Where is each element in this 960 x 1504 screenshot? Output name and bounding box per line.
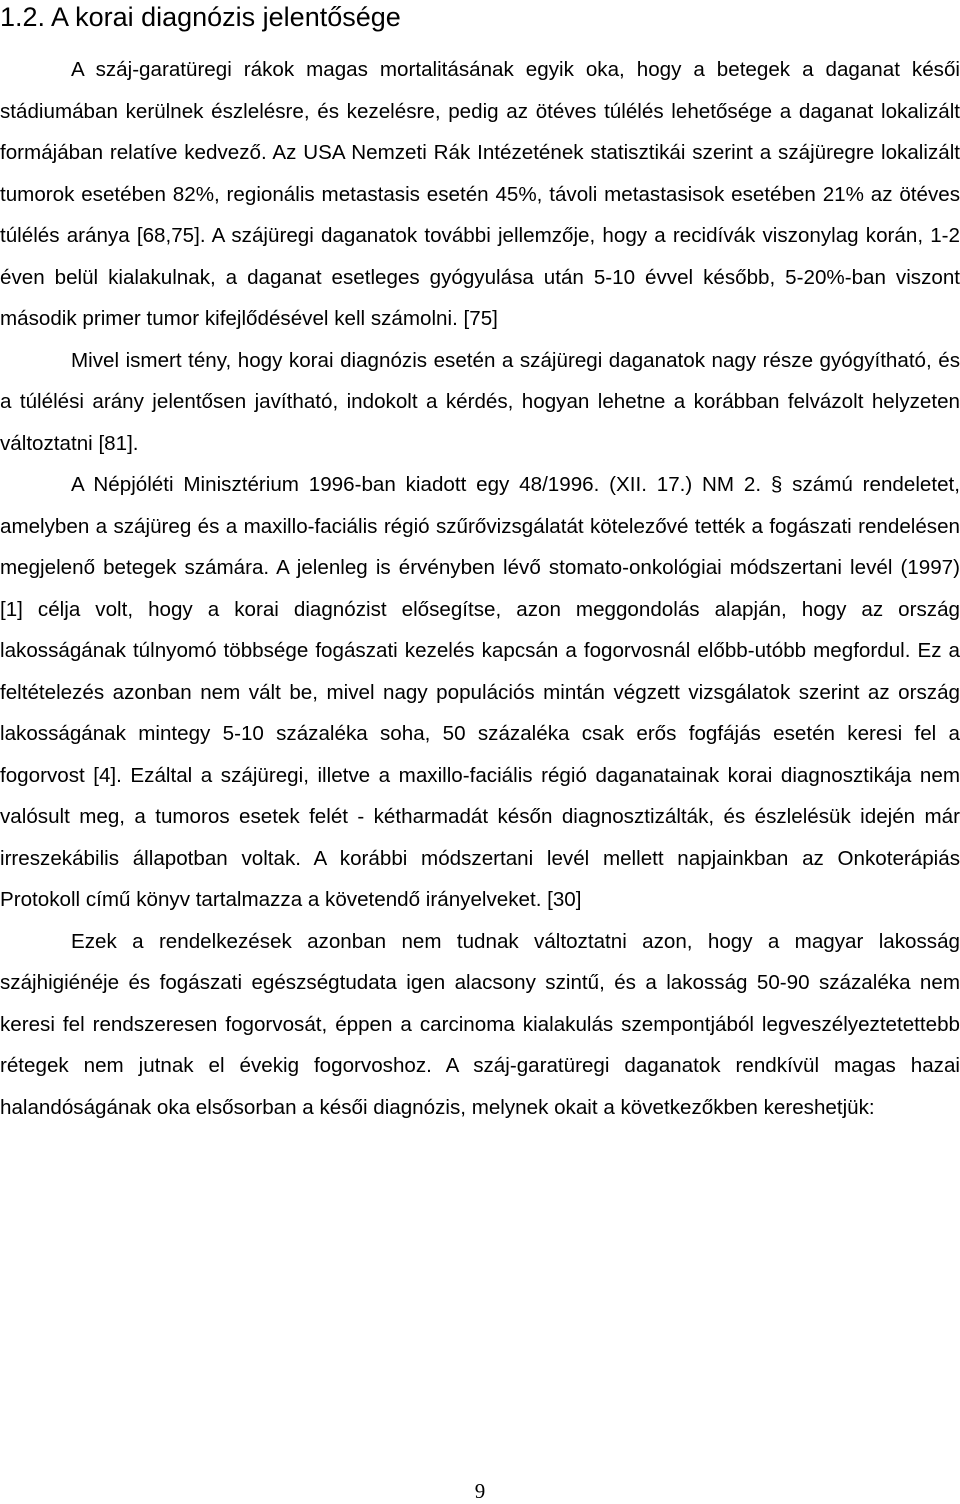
body-text — [0, 49, 960, 1128]
section-heading: 1.2. A korai diagnózis jelentősége — [0, 2, 401, 32]
paragraph-early-diagnosis: Mivel ismert tény, hogy korai diagnózis esetén a szájüregi daganatok nagy része gyógyítható, és a túlélési arány jelentősen javítható, indokolt a kérdés, hogyan lehetne a korábban felvázolt helyzeten változtatni [81]. — [0, 348, 960, 455]
page-number: 9 — [474, 1479, 486, 1503]
paragraph-oral-hygiene: Ezek a rendelkezések azonban nem tudnak változtatni azon, hogy a magyar lakosság szájhigiénéje és fogászati egészségtudata igen alacsony szintű, és a lakosság 50-90 százaléka nem keresi fel rendszeresen fogorvosát, éppen a carcinoma kialakulás szempontjából legveszélyeztetettebb rétegek nem jutnak el évekig fogorvoshoz. A száj-garatüregi daganatok rendkívül magas hazai halandóságának oka elsősorban a késői diagnózis, melynek okait a következőkben kereshetjük: — [0, 929, 960, 1119]
paragraph-survival-rates: A száj-garatüregi rákok magas mortalitásának egyik oka, hogy a betegek a daganat késői stádiumában kerülnek észlelésre, és kezelésre, pedig az ötéves túlélés lehetősége a daganat lokalizált formájában relatíve kedvező. Az USA Nemzeti Rák Intézetének statisztikái szerint a szájüregre lokalizált tumorok esetében 82%, regionális metastasis esetén 45%, távoli metastasisok esetében 21% az ötéves túlélés aránya [68,75]. A szájüregi daganatok további jellemzője, hogy a recidívák viszonylag korán, 1-2 éven belül kialakulnak, a daganat esetleges gyógyulása után 5-10 évvel később, 5-20%-ban viszont második primer tumor kifejlődésével kell számolni. [75] — [0, 58, 960, 330]
paragraph-ministry-decree: A Népjóléti Minisztérium 1996-ban kiadott egy 48/1996. (XII. 17.) NM 2. § számú rendeletet, amelyben a szájüreg és a maxillo-faciális régió szűrővizsgálatát kötelezővé tették a fogászati rendelésen megjelenő betegek számára. A jelenleg is érvényben lévő stomato-onkológiai módszertani levél (1997) [1] célja volt, hogy a korai diagnózist elősegítse, azon meggondolás alapján, hogy az ország lakosságának túlnyomó többsége fogászati kezelés kapcsán a fogorvosnál előbb-utóbb megfordul. Ez a feltételezés azonban nem vált be, mivel nagy populációs mintán végzett vizsgálatok szerint az ország lakosságának mintegy 5-10 százaléka soha, 50 százaléka csak erős fogfájás esetén keresi fel a fogorvost [4]. Ezáltal a szájüregi, illetve a maxillo-faciális régió daganatainak korai diagnosztikája nem valósult meg, a tumoros esetek felét - kétharmadát későn diagnosztizálták, és észlelésük idején már irreszekábilis állapotban voltak. A korábbi módszertani levél mellett napjainkban az Onkoterápiás Protokoll című könyv tartalmazza a követendő irányelveket. [30] — [0, 473, 960, 911]
